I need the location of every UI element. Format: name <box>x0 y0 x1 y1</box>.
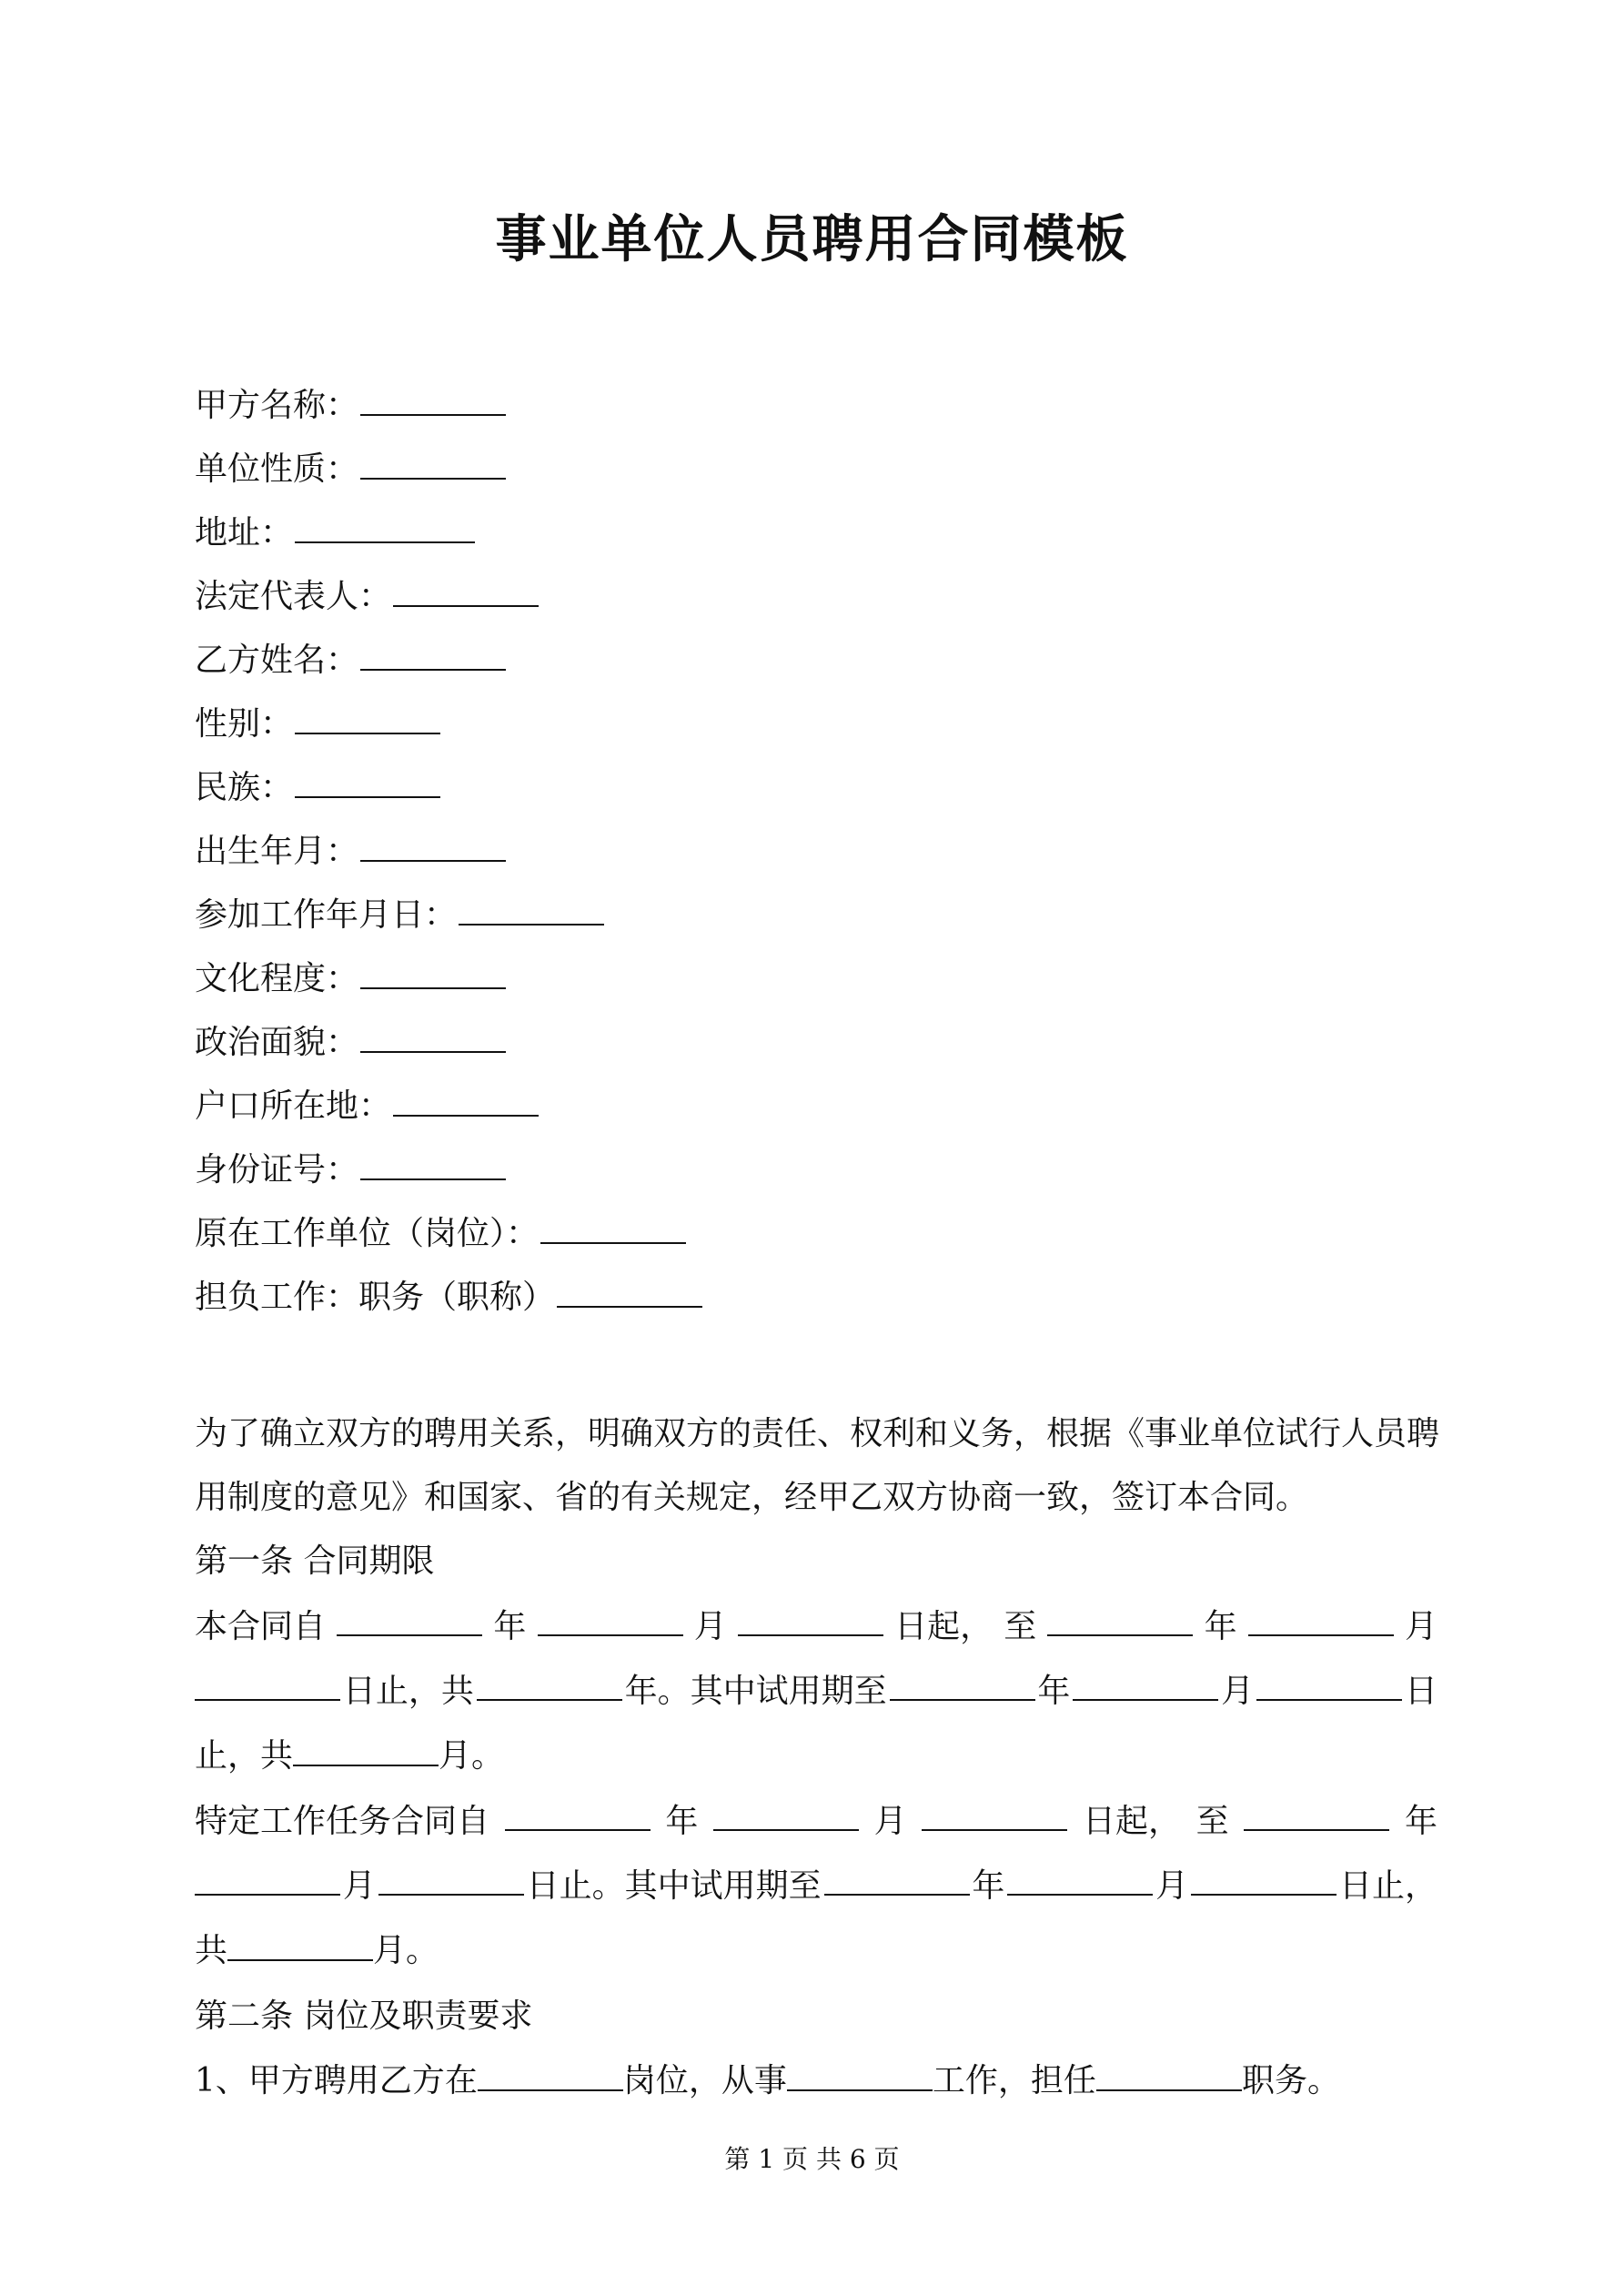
blank-line <box>360 829 506 862</box>
page-footer: 第 1 页 共 6 页 <box>724 2144 900 2174</box>
blank-line <box>1073 1668 1218 1701</box>
text-segment: 月 <box>873 1803 907 1840</box>
text-segment: 日起， <box>1082 1803 1181 1840</box>
text-segment: 工作，担任 <box>932 2062 1096 2099</box>
article-2-item-1 <box>195 2058 1437 2105</box>
text-segment: 特定工作任务合同自 <box>195 1803 490 1840</box>
intro-line-1: 为了确立双方的聘用关系，明确双方的责任、权利和义务，根据《事业单位试行人员聘 <box>195 1415 1440 1452</box>
blank-line <box>393 574 539 607</box>
blank-line <box>557 1275 702 1308</box>
blank-line <box>337 1603 482 1636</box>
blank-line <box>360 956 506 989</box>
field-job-title <box>195 1274 702 1321</box>
field-gender <box>195 701 440 748</box>
blank-line <box>360 1020 506 1053</box>
text-segment: 年 <box>972 1867 1005 1905</box>
text-segment: 至 <box>1195 1803 1229 1840</box>
field-label: 性别： <box>195 705 294 743</box>
field-work-start-date <box>195 892 604 939</box>
blank-line <box>540 1211 686 1244</box>
blank-line <box>360 383 506 416</box>
text-segment: 月 <box>1221 1673 1255 1710</box>
text-segment: 年 <box>665 1803 699 1840</box>
blank-line <box>478 2058 623 2091</box>
blank-line <box>824 1863 970 1896</box>
text-segment: 至 <box>1004 1608 1037 1645</box>
field-label: 文化程度： <box>195 960 359 997</box>
text-segment: 日 <box>1404 1673 1437 1710</box>
article-2-heading: 第二条 岗位及职责要求 <box>195 1998 533 2035</box>
text-segment: 本合同自 <box>195 1608 327 1645</box>
field-label: 原在工作单位（岗位）： <box>195 1215 540 1252</box>
field-label: 户口所在地： <box>195 1087 392 1125</box>
text-segment: 年 <box>1404 1803 1437 1840</box>
text-segment: 月 <box>342 1867 376 1905</box>
article-1-line-1 <box>195 1603 1437 1651</box>
field-label: 政治面貌： <box>195 1024 359 1061</box>
blank-line <box>295 765 440 798</box>
blank-line <box>459 893 604 925</box>
text-segment: 年 <box>493 1608 527 1645</box>
text-segment: 1、甲方聘用乙方在 <box>195 2062 478 2099</box>
field-label: 地址： <box>195 514 294 551</box>
text-segment: 日止。其中试用期至 <box>526 1867 822 1905</box>
field-unit-nature <box>195 446 506 493</box>
text-segment: 职务。 <box>1241 2062 1340 2099</box>
text-segment: 日止， <box>1338 1867 1437 1905</box>
blank-line <box>713 1798 859 1831</box>
blank-line <box>1191 1863 1337 1896</box>
article-1-line-2 <box>195 1668 1437 1715</box>
blank-line <box>1007 1863 1153 1896</box>
blank-line <box>360 447 506 480</box>
text-segment: 月 <box>1404 1608 1437 1645</box>
blank-line <box>477 1668 622 1701</box>
blank-line <box>293 1734 439 1766</box>
field-label: 乙方姓名： <box>195 642 359 679</box>
text-segment: 月。 <box>373 1932 439 1969</box>
field-address <box>195 510 475 557</box>
blank-line <box>505 1798 651 1831</box>
text-segment: 月 <box>1155 1867 1189 1905</box>
blank-line <box>1248 1603 1394 1636</box>
blank-line <box>378 1863 524 1896</box>
field-birth-date <box>195 828 506 875</box>
text-segment: 年 <box>1204 1608 1237 1645</box>
blank-line <box>227 1928 373 1961</box>
blank-line <box>1244 1798 1389 1831</box>
blank-line <box>360 1148 506 1180</box>
article-1-line-6 <box>195 1927 1437 1975</box>
field-id-number <box>195 1147 506 1194</box>
blank-line <box>787 2058 933 2091</box>
field-label: 参加工作年月日： <box>195 896 458 934</box>
article-1-line-3 <box>195 1733 1437 1780</box>
blank-line <box>295 511 475 543</box>
blank-line <box>538 1603 683 1636</box>
field-label: 单位性质： <box>195 450 359 488</box>
text-segment: 年。其中试用期至 <box>624 1673 887 1710</box>
field-household-reg <box>195 1083 539 1130</box>
article-1-line-5 <box>195 1863 1437 1910</box>
field-label: 法定代表人： <box>195 578 392 615</box>
field-education <box>195 956 506 1003</box>
field-ethnicity <box>195 764 440 812</box>
field-label: 身份证号： <box>195 1151 359 1188</box>
field-label: 担负工作：职务（职称） <box>195 1279 556 1316</box>
article-1-heading: 第一条 合同期限 <box>195 1542 435 1580</box>
blank-line <box>738 1603 883 1636</box>
field-original-workplace <box>195 1210 686 1258</box>
text-segment: 日起， <box>894 1608 994 1645</box>
field-label: 出生年月： <box>195 833 359 870</box>
blank-line <box>922 1798 1067 1831</box>
blank-line <box>1047 1603 1193 1636</box>
field-party-b-name <box>195 637 506 684</box>
text-segment: 月。 <box>439 1737 505 1775</box>
intro-line-2: 用制度的意见》和国家、省的有关规定，经甲乙双方协商一致，签订本合同。 <box>195 1479 1309 1516</box>
blank-line <box>393 1084 539 1117</box>
article-1-line-4 <box>195 1798 1437 1846</box>
field-label: 甲方名称： <box>195 387 359 424</box>
blank-line <box>195 1668 340 1701</box>
text-segment: 月 <box>693 1608 727 1645</box>
page-title: 事业单位人员聘用合同模板 <box>495 209 1129 269</box>
field-legal-rep <box>195 573 539 621</box>
blank-line <box>1256 1668 1402 1701</box>
blank-line <box>360 638 506 671</box>
blank-line <box>1096 2058 1242 2091</box>
blank-line <box>295 702 440 734</box>
field-party-a-name <box>195 382 506 430</box>
text-segment: 岗位，从事 <box>622 2062 787 2099</box>
field-label: 民族： <box>195 769 294 806</box>
blank-line <box>890 1668 1035 1701</box>
field-political-status <box>195 1019 506 1067</box>
text-segment: 日止，共 <box>342 1673 474 1710</box>
text-segment: 年 <box>1037 1673 1071 1710</box>
blank-line <box>195 1863 340 1896</box>
text-segment: 止，共 <box>195 1737 294 1775</box>
text-segment: 共 <box>195 1932 228 1969</box>
